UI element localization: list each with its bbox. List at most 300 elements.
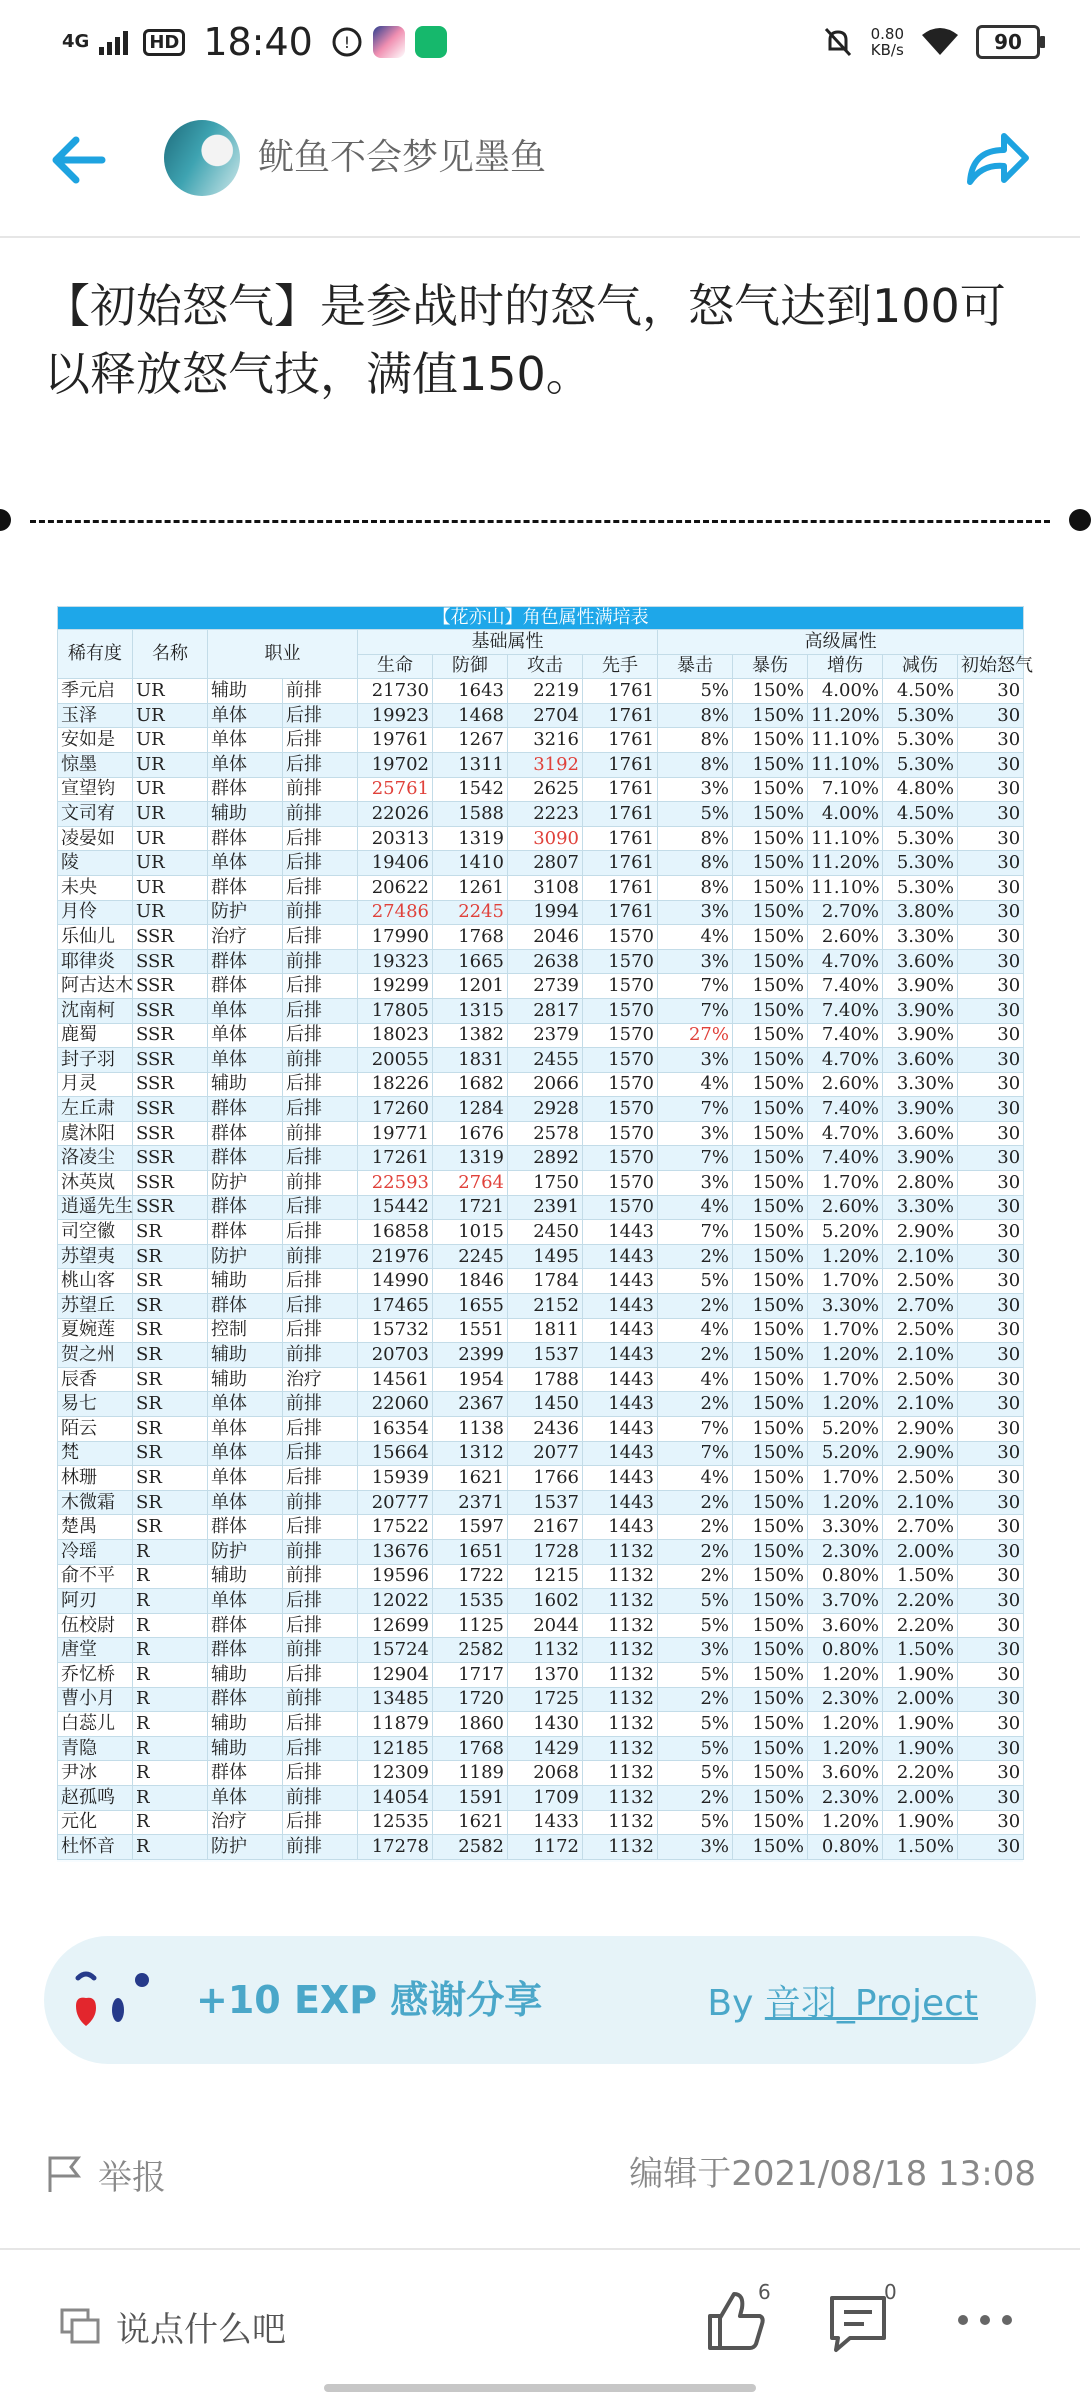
cell-position: 前排 — [283, 900, 358, 925]
cell-value: 30 — [958, 1441, 1024, 1466]
cell-rarity: SR — [133, 1367, 208, 1392]
cell-value: 2046 — [508, 925, 583, 950]
cell-value: 1.50% — [883, 1835, 958, 1860]
cell-value: 1761 — [583, 900, 658, 925]
cell-position: 后排 — [283, 1072, 358, 1097]
cell-value: 3.90% — [883, 974, 958, 999]
cell-rarity: R — [133, 1613, 208, 1638]
table-row — [58, 1072, 1024, 1097]
cell-value: 13676 — [358, 1539, 433, 1564]
comment-count: 0 — [884, 2280, 897, 2304]
stats-body — [58, 679, 1024, 1860]
cell-rarity: R — [133, 1761, 208, 1786]
cell-value: 30 — [958, 1736, 1024, 1761]
cell-type: 群体 — [208, 974, 283, 999]
cell-type: 群体 — [208, 1613, 283, 1638]
cell-value: 1430 — [508, 1712, 583, 1737]
back-arrow-icon[interactable] — [42, 120, 122, 200]
game-app-icon — [373, 26, 405, 58]
col-stat: 暴击 — [658, 654, 733, 679]
cell-value: 30 — [958, 1072, 1024, 1097]
cell-value: 17990 — [358, 925, 433, 950]
exp-reward-card — [44, 1936, 1036, 2064]
cell-value: 5.30% — [883, 851, 958, 876]
cell-value: 2066 — [508, 1072, 583, 1097]
divider-dot-left — [0, 509, 11, 531]
cell-type: 辅助 — [208, 1712, 283, 1737]
cell-position: 后排 — [283, 752, 358, 777]
cell-position: 前排 — [283, 1048, 358, 1073]
cell-name: 木微霜 — [58, 1490, 133, 1515]
cell-rarity: UR — [133, 679, 208, 704]
cell-name: 凌晏如 — [58, 826, 133, 851]
cell-value: 4.70% — [808, 1121, 883, 1146]
cell-rarity: R — [133, 1835, 208, 1860]
cell-value: 1443 — [583, 1466, 658, 1491]
report-button[interactable] — [44, 2146, 166, 2202]
table-row — [58, 1121, 1024, 1146]
cell-value: 17278 — [358, 1835, 433, 1860]
cell-value: 1443 — [583, 1441, 658, 1466]
flag-icon — [44, 2154, 84, 2194]
cell-position: 后排 — [283, 1761, 358, 1786]
cell-value: 30 — [958, 1244, 1024, 1269]
status-right — [821, 20, 1040, 64]
cell-position: 前排 — [283, 1638, 358, 1663]
cell-rarity: SR — [133, 1490, 208, 1515]
cell-value: 30 — [958, 1835, 1024, 1860]
cell-value: 1784 — [508, 1269, 583, 1294]
cell-position: 后排 — [283, 1220, 358, 1245]
cell-position: 后排 — [283, 1662, 358, 1687]
cell-value: 1761 — [583, 703, 658, 728]
table-row — [58, 925, 1024, 950]
cell-value: 1570 — [583, 1048, 658, 1073]
cell-type: 单体 — [208, 1785, 283, 1810]
character-stats-table-image[interactable] — [57, 606, 1033, 1862]
cell-value: 1651 — [433, 1539, 508, 1564]
cell-value: 1.90% — [883, 1736, 958, 1761]
cell-position: 后排 — [283, 1515, 358, 1540]
cell-position: 后排 — [283, 1146, 358, 1171]
cell-value: 3.30% — [883, 1072, 958, 1097]
cell-value: 4.70% — [808, 949, 883, 974]
cell-value: 2.90% — [883, 1441, 958, 1466]
cell-value: 30 — [958, 925, 1024, 950]
cell-value: 3.60% — [883, 1121, 958, 1146]
cell-value: 2% — [658, 1515, 733, 1540]
cell-value: 1.70% — [808, 1171, 883, 1196]
cell-value: 1570 — [583, 1097, 658, 1122]
cell-value: 150% — [733, 1515, 808, 1540]
cell-type: 辅助 — [208, 1269, 283, 1294]
cell-value: 8% — [658, 826, 733, 851]
cell-name: 季元启 — [58, 679, 133, 704]
cell-value: 1172 — [508, 1835, 583, 1860]
cell-value: 150% — [733, 1171, 808, 1196]
cell-value: 1588 — [433, 802, 508, 827]
cell-value: 3.60% — [808, 1761, 883, 1786]
cell-type: 辅助 — [208, 802, 283, 827]
cell-value: 150% — [733, 1097, 808, 1122]
cell-value: 30 — [958, 1121, 1024, 1146]
more-options-icon[interactable] — [950, 2300, 1020, 2340]
cell-type: 辅助 — [208, 1662, 283, 1687]
cell-type: 单体 — [208, 728, 283, 753]
cell-position: 后排 — [283, 728, 358, 753]
cell-value: 1495 — [508, 1244, 583, 1269]
cell-value: 150% — [733, 703, 808, 728]
exp-by-user-link[interactable]: 音羽_Project — [764, 1983, 978, 2024]
network-label: 4G — [62, 31, 90, 52]
divider-line — [30, 520, 1050, 523]
cell-value: 1655 — [433, 1294, 508, 1319]
cell-value: 4% — [658, 1072, 733, 1097]
col-stat: 暴伤 — [733, 654, 808, 679]
cell-value: 2625 — [508, 777, 583, 802]
cell-value: 1570 — [583, 925, 658, 950]
cell-value: 1768 — [433, 1736, 508, 1761]
table-row — [58, 679, 1024, 704]
cell-value: 1846 — [433, 1269, 508, 1294]
cell-value: 30 — [958, 974, 1024, 999]
cell-value: 1.20% — [808, 1244, 883, 1269]
cell-rarity: SSR — [133, 1121, 208, 1146]
cell-value: 1284 — [433, 1097, 508, 1122]
cell-type: 单体 — [208, 1048, 283, 1073]
share-icon[interactable] — [956, 120, 1036, 200]
cell-value: 2.00% — [883, 1539, 958, 1564]
cell-value: 20622 — [358, 875, 433, 900]
cell-type: 辅助 — [208, 1564, 283, 1589]
cell-value: 150% — [733, 1810, 808, 1835]
cell-position: 后排 — [283, 1195, 358, 1220]
cell-value: 3216 — [508, 728, 583, 753]
hd-badge: HD — [143, 29, 185, 56]
exp-by-prefix: By — [707, 1983, 765, 2024]
cell-value: 150% — [733, 925, 808, 950]
cell-value: 1720 — [433, 1687, 508, 1712]
cell-value: 1621 — [433, 1810, 508, 1835]
cell-value: 2399 — [433, 1343, 508, 1368]
cell-value: 2638 — [508, 949, 583, 974]
cell-type: 防护 — [208, 900, 283, 925]
cell-value: 30 — [958, 777, 1024, 802]
cell-value: 1761 — [583, 851, 658, 876]
cell-value: 11879 — [358, 1712, 433, 1737]
cell-value: 1570 — [583, 998, 658, 1023]
cell-value: 2582 — [433, 1638, 508, 1663]
comment-bubble-icon[interactable] — [824, 2290, 892, 2358]
cell-value: 1132 — [583, 1761, 658, 1786]
cell-value: 30 — [958, 679, 1024, 704]
cell-value: 5.30% — [883, 875, 958, 900]
cell-value: 4% — [658, 1318, 733, 1343]
cell-value: 3% — [658, 1121, 733, 1146]
cell-value: 1597 — [433, 1515, 508, 1540]
cell-value: 30 — [958, 1638, 1024, 1663]
cell-value: 1.70% — [808, 1269, 883, 1294]
cell-value: 8% — [658, 851, 733, 876]
cell-value: 150% — [733, 802, 808, 827]
cell-name: 月伶 — [58, 900, 133, 925]
cell-value: 2.20% — [883, 1761, 958, 1786]
cell-rarity: SSR — [133, 998, 208, 1023]
cell-value: 1954 — [433, 1367, 508, 1392]
cell-type: 单体 — [208, 1417, 283, 1442]
cell-value: 30 — [958, 1146, 1024, 1171]
cell-value: 19761 — [358, 728, 433, 753]
cell-value: 1443 — [583, 1318, 658, 1343]
cell-value: 3% — [658, 777, 733, 802]
cell-value: 0.80% — [808, 1835, 883, 1860]
cell-position: 后排 — [283, 925, 358, 950]
table-row — [58, 1466, 1024, 1491]
cell-value: 1.50% — [883, 1564, 958, 1589]
post-header — [0, 84, 1080, 238]
cell-value: 2764 — [433, 1171, 508, 1196]
table-row — [58, 1785, 1024, 1810]
cell-rarity: SSR — [133, 1023, 208, 1048]
cell-value: 1761 — [583, 679, 658, 704]
cell-value: 15664 — [358, 1441, 433, 1466]
cell-type: 群体 — [208, 1121, 283, 1146]
cell-name: 贺之州 — [58, 1343, 133, 1368]
cell-value: 150% — [733, 1490, 808, 1515]
cell-type: 防护 — [208, 1835, 283, 1860]
cell-value: 15939 — [358, 1466, 433, 1491]
cell-value: 2223 — [508, 802, 583, 827]
cell-value: 2391 — [508, 1195, 583, 1220]
cell-value: 2% — [658, 1392, 733, 1417]
cell-rarity: R — [133, 1736, 208, 1761]
cell-position: 后排 — [283, 1023, 358, 1048]
cell-value: 2167 — [508, 1515, 583, 1540]
cell-value: 27% — [658, 1023, 733, 1048]
cell-value: 2.30% — [808, 1687, 883, 1712]
cell-value: 5% — [658, 1613, 733, 1638]
cell-value: 7.40% — [808, 998, 883, 1023]
cell-value: 1.20% — [808, 1490, 883, 1515]
col-stat: 攻击 — [508, 654, 583, 679]
cell-position: 前排 — [283, 1121, 358, 1146]
cell-value: 11.10% — [808, 875, 883, 900]
table-row — [58, 1490, 1024, 1515]
cell-value: 150% — [733, 1072, 808, 1097]
cell-value: 13485 — [358, 1687, 433, 1712]
cell-value: 1132 — [583, 1736, 658, 1761]
author-avatar[interactable] — [164, 120, 240, 196]
cell-type: 群体 — [208, 1515, 283, 1540]
cell-type: 辅助 — [208, 1736, 283, 1761]
home-indicator[interactable] — [324, 2384, 756, 2392]
cell-type: 单体 — [208, 1490, 283, 1515]
cell-value: 150% — [733, 1539, 808, 1564]
net-speed-unit: KB/s — [870, 41, 904, 59]
cell-value: 7% — [658, 1417, 733, 1442]
table-row — [58, 728, 1024, 753]
notification-app-icon — [331, 26, 363, 58]
cell-value: 3090 — [508, 826, 583, 851]
cell-value: 2455 — [508, 1048, 583, 1073]
cell-name: 文司宥 — [58, 802, 133, 827]
cell-value: 1.70% — [808, 1466, 883, 1491]
cell-value: 5.30% — [883, 826, 958, 851]
cell-position: 治疗 — [283, 1367, 358, 1392]
comment-placeholder: 说点什么吧 — [116, 2309, 286, 2350]
cell-position: 前排 — [283, 1490, 358, 1515]
cell-value: 1.20% — [808, 1343, 883, 1368]
cell-name: 梵 — [58, 1441, 133, 1466]
cell-name: 鹿蜀 — [58, 1023, 133, 1048]
battery-indicator: 90 — [976, 25, 1040, 59]
cell-value: 1132 — [583, 1539, 658, 1564]
cell-position: 前排 — [283, 1343, 358, 1368]
cell-value: 0.80% — [808, 1564, 883, 1589]
cell-value: 2928 — [508, 1097, 583, 1122]
cell-name: 安如是 — [58, 728, 133, 753]
cell-value: 30 — [958, 1712, 1024, 1737]
cell-value: 30 — [958, 1171, 1024, 1196]
cell-name: 未央 — [58, 875, 133, 900]
cell-name: 赵孤鸣 — [58, 1785, 133, 1810]
cell-value: 30 — [958, 1048, 1024, 1073]
cell-value: 7% — [658, 998, 733, 1023]
status-left — [62, 18, 447, 66]
cell-value: 1.90% — [883, 1712, 958, 1737]
col-stat: 防御 — [433, 654, 508, 679]
cell-position: 后排 — [283, 1466, 358, 1491]
table-row — [58, 1097, 1024, 1122]
cell-value: 1015 — [433, 1220, 508, 1245]
cell-value: 4.00% — [808, 679, 883, 704]
cell-value: 30 — [958, 900, 1024, 925]
cell-value: 30 — [958, 1269, 1024, 1294]
cell-name: 苏望夷 — [58, 1244, 133, 1269]
cell-value: 1570 — [583, 974, 658, 999]
cell-value: 30 — [958, 1343, 1024, 1368]
cell-name: 阿古达木 — [58, 974, 133, 999]
cell-value: 5% — [658, 1662, 733, 1687]
cell-value: 30 — [958, 851, 1024, 876]
cell-position: 后排 — [283, 703, 358, 728]
cell-value: 1722 — [433, 1564, 508, 1589]
cell-value: 1132 — [583, 1613, 658, 1638]
cell-value: 1811 — [508, 1318, 583, 1343]
cell-rarity: R — [133, 1712, 208, 1737]
table-row — [58, 802, 1024, 827]
cell-rarity: R — [133, 1589, 208, 1614]
cell-type: 群体 — [208, 1638, 283, 1663]
cell-value: 30 — [958, 1466, 1024, 1491]
cell-value: 1443 — [583, 1269, 658, 1294]
cell-value: 1443 — [583, 1417, 658, 1442]
cell-value: 4.70% — [808, 1048, 883, 1073]
cell-value: 1132 — [583, 1712, 658, 1737]
cell-value: 27486 — [358, 900, 433, 925]
cell-name: 洛凌尘 — [58, 1146, 133, 1171]
cell-value: 25761 — [358, 777, 433, 802]
cell-value: 1132 — [583, 1589, 658, 1614]
cell-name: 阿刃 — [58, 1589, 133, 1614]
cell-value: 30 — [958, 1564, 1024, 1589]
cell-rarity: SR — [133, 1318, 208, 1343]
wifi-icon — [920, 27, 960, 57]
cell-value: 14990 — [358, 1269, 433, 1294]
cell-rarity: UR — [133, 851, 208, 876]
cell-name: 陌云 — [58, 1417, 133, 1442]
cell-value: 5% — [658, 1810, 733, 1835]
table-row — [58, 1835, 1024, 1860]
table-row — [58, 1810, 1024, 1835]
cell-value: 19406 — [358, 851, 433, 876]
table-row — [58, 1023, 1024, 1048]
cell-value: 150% — [733, 1662, 808, 1687]
cell-value: 3.90% — [883, 1023, 958, 1048]
cell-type: 辅助 — [208, 1072, 283, 1097]
cell-position: 后排 — [283, 1417, 358, 1442]
cell-value: 1125 — [433, 1613, 508, 1638]
cell-value: 1.20% — [808, 1810, 883, 1835]
comment-input[interactable] — [58, 2294, 286, 2358]
cell-rarity: UR — [133, 875, 208, 900]
cell-value: 30 — [958, 752, 1024, 777]
cell-value: 2.60% — [808, 925, 883, 950]
cell-name: 俞不平 — [58, 1564, 133, 1589]
cell-value: 8% — [658, 728, 733, 753]
cell-rarity: SSR — [133, 1097, 208, 1122]
table-row — [58, 1638, 1024, 1663]
cell-type: 群体 — [208, 1195, 283, 1220]
cell-value: 1570 — [583, 1121, 658, 1146]
cell-value: 2.50% — [883, 1269, 958, 1294]
table-row — [58, 851, 1024, 876]
table-row — [58, 752, 1024, 777]
cell-value: 1319 — [433, 1146, 508, 1171]
divider-dot-right — [1069, 509, 1091, 531]
cell-value: 5% — [658, 1589, 733, 1614]
cell-value: 1570 — [583, 1023, 658, 1048]
cell-rarity: SR — [133, 1441, 208, 1466]
edited-timestamp: 编辑于2021/08/18 13:08 — [629, 2154, 1036, 2194]
cell-rarity: SSR — [133, 1195, 208, 1220]
cell-value: 19771 — [358, 1121, 433, 1146]
cell-value: 2.20% — [883, 1589, 958, 1614]
cell-value: 22026 — [358, 802, 433, 827]
author-username[interactable]: 鱿鱼不会梦见墨鱼 — [258, 137, 547, 178]
cell-value: 30 — [958, 1367, 1024, 1392]
cell-value: 1537 — [508, 1343, 583, 1368]
cell-value: 1410 — [433, 851, 508, 876]
table-row — [58, 1613, 1024, 1638]
cell-value: 2.10% — [883, 1490, 958, 1515]
cell-value: 1132 — [583, 1687, 658, 1712]
cell-position: 后排 — [283, 1318, 358, 1343]
cell-position: 前排 — [283, 1835, 358, 1860]
cell-value: 19299 — [358, 974, 433, 999]
cell-name: 封子羽 — [58, 1048, 133, 1073]
cell-rarity: UR — [133, 826, 208, 851]
table-row — [58, 1441, 1024, 1466]
cell-position: 后排 — [283, 851, 358, 876]
cell-value: 18023 — [358, 1023, 433, 1048]
cell-value: 2% — [658, 1687, 733, 1712]
cell-name: 冷瑶 — [58, 1539, 133, 1564]
cell-type: 辅助 — [208, 679, 283, 704]
cell-rarity: SR — [133, 1466, 208, 1491]
mute-bell-icon — [821, 25, 855, 59]
cell-value: 3% — [658, 900, 733, 925]
